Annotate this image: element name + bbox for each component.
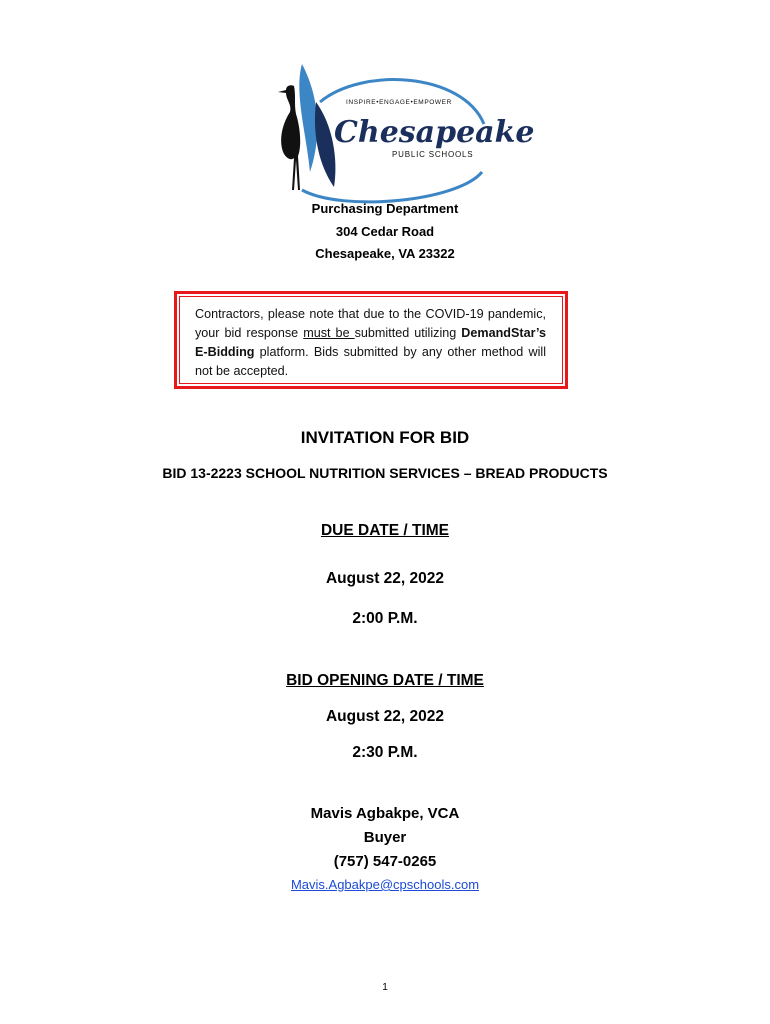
covid-notice-box: [174, 291, 568, 389]
department-name: Purchasing Department: [311, 201, 459, 216]
bid-opening-time: 2:30 P.M.: [352, 744, 418, 761]
street-address: 304 Cedar Road: [335, 223, 435, 239]
buyer-email-link[interactable]: Mavis.Agbakpe@cpschools.com: [290, 877, 480, 892]
notice-platform: DemandStar’s E-Bidding: [195, 326, 546, 359]
notice-part2: submitted utilizing: [354, 326, 462, 340]
bid-title: BID 13-2223 SCHOOL NUTRITION SERVICES – BREAD PRODUCTS: [162, 465, 608, 481]
notice-part1: Contractors, please note that due to the COVID-19 pandemic, your bid response: [195, 307, 546, 340]
logo-wing-blue: [299, 64, 317, 172]
bid-opening-date: August 22, 2022: [325, 708, 445, 725]
bid-opening-heading: BID OPENING DATE / TIME: [286, 672, 484, 689]
buyer-name: Mavis Agbakpe, VCA: [310, 805, 460, 822]
document-title: INVITATION FOR BID: [300, 428, 470, 447]
city-state-zip: Chesapeake, VA 23322: [315, 246, 455, 261]
page-number: 1: [382, 982, 388, 993]
buyer-role: Buyer: [363, 829, 407, 846]
chesapeake-public-schools-logo: [272, 62, 535, 196]
notice-part3: platform. Bids submitted by any other method will not be accepted.: [195, 345, 546, 378]
due-date-heading: DUE DATE / TIME: [320, 522, 450, 539]
logo-name: Chesapeake: [334, 115, 535, 150]
covid-notice-text: [195, 305, 546, 381]
logo-subname: PUBLIC SCHOOLS: [392, 150, 474, 159]
due-date: August 22, 2022: [325, 570, 445, 587]
due-time: 2:00 P.M.: [352, 610, 418, 627]
logo-tagline: INSPIRE•ENGAGE•EMPOWER: [346, 99, 452, 106]
heron-icon: [278, 85, 300, 190]
notice-emphasis: must be: [303, 326, 355, 340]
address-block: [0, 198, 770, 266]
logo-wing-navy: [315, 102, 335, 187]
buyer-phone: (757) 547-0265: [333, 853, 437, 870]
